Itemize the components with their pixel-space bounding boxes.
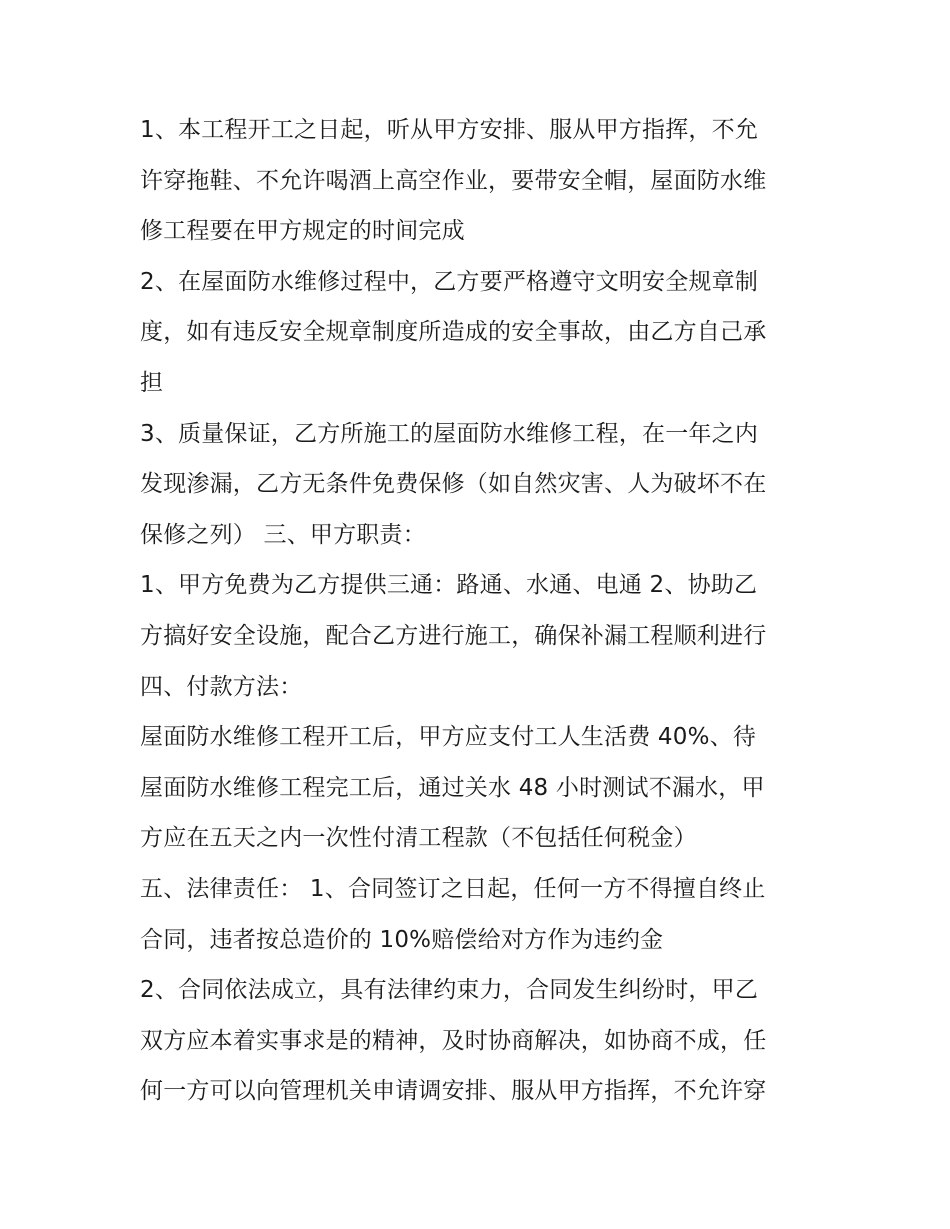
- text-line: 1、本工程开工之日起，听从甲方安排、服从甲方指挥，不允: [140, 117, 759, 143]
- text-line: 合同，违者按总造价的 10%赔偿给对方作为违约金: [140, 926, 664, 953]
- text-line: 1、甲方免费为乙方提供三通：路通、水通、电通 2、协助乙: [140, 572, 758, 599]
- text-line: 许穿拖鞋、不允许喝酒上高空作业，要带安全帽，屋面防水维: [140, 167, 767, 194]
- text-line: 屋面防水维修工程完工后，通过关水 48 小时测试不漏水，甲: [140, 774, 765, 801]
- text-line: 2、在屋面防水维修过程中，乙方要严格遵守文明安全规章制: [140, 268, 759, 295]
- text-line: 2、合同依法成立，具有法律约束力，合同发生纠纷时，甲乙: [140, 977, 759, 1004]
- text-line: 屋面防水维修工程开工后，甲方应支付工人生活费 40%、待: [140, 724, 757, 751]
- document-body: [140, 105, 830, 1117]
- text-line: 方搞好安全设施，配合乙方进行施工，确保补漏工程顺利进行: [140, 622, 767, 649]
- text-line: 3、质量保证，乙方所施工的屋面防水维修工程，在一年之内: [140, 420, 759, 447]
- text-line: 担: [140, 369, 164, 396]
- text-line: 修工程要在甲方规定的时间完成: [140, 218, 465, 245]
- text-line: 方应在五天之内一次性付清工程款（不包括任何税金）: [140, 825, 697, 852]
- section-heading: 四、付款方法：: [140, 673, 303, 700]
- text-line: 何一方可以向管理机关申请调安排、服从甲方指挥，不允许穿: [140, 1078, 767, 1105]
- text-line: 双方应本着实事求是的精神，及时协商解决，如协商不成，任: [140, 1027, 767, 1054]
- text-line: 五、法律责任： 1、合同签订之日起，任何一方不得擅自终止: [140, 875, 766, 902]
- text-line: 发现渗漏，乙方无条件免费保修（如自然灾害、人为破坏不在: [140, 471, 767, 498]
- text-line: 保修之列） 三、甲方职责：: [140, 521, 426, 548]
- text-line: 度，如有违反安全规章制度所造成的安全事故，由乙方自己承: [140, 319, 767, 346]
